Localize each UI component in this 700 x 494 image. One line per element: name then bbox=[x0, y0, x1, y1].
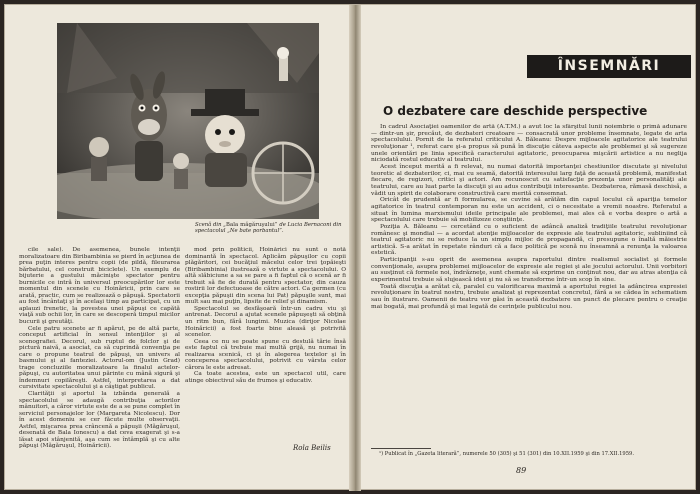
page-number: 89 bbox=[516, 466, 527, 475]
author-signature: Rola Beilis bbox=[293, 444, 331, 452]
paragraph: Toată discuţia a arătat că, paralel cu valorificarea maximă a aportului regiei la adâncirea expresiei revoluţionare în teatrul nostru, trebuie analizat şi reprezentat concretul, fără a se cădea în schematism sau în ilustrare. Oamenii de teatru vor găsi în această dezbatere un punct de plecare pentru o creaţie mai bogată, mai profundă şi mai legată de cerinţele publicului nou. bbox=[371, 283, 687, 310]
paragraph: cile sale). De asemenea, bunele intenţii moralizatoare din Biribambinia se pierd în acţiunea de prea puţin interes pentru copii (de pildă, fileurarea bărbatului, cel construit biciclete). Un exemplu de bijuterie a gustului măcinişte spectator pentru burnicile ce intră în universul preocupărilor lor este momentul din scenele cu Hoinăricii, prin care se arată, practic, cum se realizează o păpuşă. Spectatorii au fost încântaţi şi în acelaşi timp au participat, cu un aplauzi frenetic, la povestea unei păpuşi ce capătă viaţă sub ochii lor, în care se descoperă timpul micilor bucurii şi greutăţi. bbox=[19, 247, 180, 326]
left-page bbox=[13, 11, 349, 483]
photo-caption bbox=[195, 222, 345, 235]
paragraph: Spectacolul se desfăşoară într-un cadru viu şi antrenat. Decorul a ajutat scenele păpuşeşti să obţină un ritm bun, fără lungimi. Muzica (dirijor Nicolae Hoinăricii) a fost foarte bine aleasă şi potrivită scenelor. bbox=[185, 305, 346, 339]
right-page bbox=[361, 11, 691, 483]
left-column-1 bbox=[19, 247, 180, 467]
caption-rest: de Lucia Bernaconi din spectacolul „Ne bate porbantul”. bbox=[195, 222, 342, 235]
paragraph: Participanţii s-au oprit de asemenea asupra raportului dintre realismul socialist şi formele convenţionale, asupra problemei mijloacelor de expresie ale regiei şi ale jocului actorului. Unii vorbitori au susţinut că formele noi, îndrăzneţe, sunt chemate să exprime un conţinut nou, dar au atras atenţia că experimentul trebuie să slujească ideii şi nu să se transforme într-un scop în sine. bbox=[371, 257, 687, 284]
caption-prefix: Scenă din bbox=[195, 222, 222, 228]
left-column-2 bbox=[185, 247, 346, 437]
paragraph: În cadrul Asociaţiei oamenilor de artă (A.T.M.) a avut loc la sfârşitul lunii noiembrie o primă adunare — dintr-un şir, precăut, de dezbateri creatoare — consacrată unor probleme însemnate, legate de arta spectacolului. Pornit de la referatul criticului A. Băleanu: Despre mijloacele agitatorice ale teatrului revoluţionar ¹, referat care şi-a propus să pună în discuţie câteva aspecte ale problemei şi să sugereze unele orientări pe linia specifică caracterului agitatoric, preocuparea mişcării artistice a nu neglija niciodată rostul educativ al teatrului. bbox=[371, 124, 687, 164]
caption-title: „Bala măgăruşului” bbox=[223, 222, 278, 228]
paragraph: Clarităţii şi aportul la izbânda generală a spectacolului se adaugă contribuţia actorilor mânuitori, a căror virtute este de a se pune complet în serviciul personajelor lor (Margareta Nicolescu). Dor în acest domeniu se cer făcute multe observaţii. Astfel, mişcarea prea crâncenă a păpuşii (Măgăruşul, desenată de Bala Ionescu) a dat ceva exagerat şi s-a lăsat apoi stânjenită, aşa cum se întâmplă şi cu alte păpuşi (Măgăruşul, Hoinăricii). bbox=[19, 391, 180, 450]
paragraph: Acest început merită a fi relevat, nu numai datorită importanţei chestiunilor discutate şi nivelului teoretic al dezbaterilor, ci, mai cu seamă, datorită interesului larg faţă de această problemă, manifestat fiecare, de regizori, critici şi actori. Am recunoscut cu satisfacţie prezenţa unor personalităţi ale teatrului, care au luat parte la discuţii şi au adus contribuţii interesante. Dezbaterea, rămasă deschisă, a vădit un spirit de colaborare constructivă care merită consemnat. bbox=[371, 163, 687, 197]
article-heading: O dezbatere care deschide perspective bbox=[383, 104, 648, 118]
paragraph: Ceea ce nu se poate spune cu destulă tărie însă este faptul că trebuie mai multă grijă, nu numai în realizarea scenică, ci şi în alegerea textelor şi în conceperea spectacolului, potrivit cu vârsta celor cărora le este adresat. bbox=[185, 338, 346, 371]
paragraph: Ca toate acestea, este un spectacol util, care atinge obiectivul său de frumos şi educativ. bbox=[185, 371, 346, 384]
section-header: ÎNSEMNĂRI bbox=[527, 55, 691, 78]
book-gutter bbox=[349, 5, 361, 491]
paragraph: Poziţia A. Băleanu — cercetând cu o suficient de adâncă analiză tradiţiile teatrului revoluţionar românesc şi mondial — a acordat atenţie mijloacelor de expresie ale teatrului agitatoric, subliniind că teatrul agitatoric nu se reduce la un simplu mijloc de propagandă, ci presupune o înaltă măiestrie artistică. S-a arătat în repetate rânduri că a face politică pe scenă nu înseamnă a renunţa la valoarea estetică. bbox=[371, 223, 687, 257]
paragraph: mod prin politicii, Hoinărici nu sunt o notă dominantă în spectacol. Aplicăm păpuşilor cu copii plăgăritori, cei bucăţiul măcelui celor trei ţopăieşti (Biribambinia) ilustrează o virtute a spectacolului. O altă slăbiciune a sa se pare a fi faptul că o scenă ar fi trebuit să fie de durată pentru spectator, din cauza rostirii lor defectuoase de către actori. Ca germen (cu excepţia păpuşii din scena lui Pat) păpuşile sunt, mai mult sau mai puţin, lipsite de relief şi dinamism. bbox=[185, 247, 346, 306]
footnote: ¹) Publicat în „Gazeta literară”, numerele 50 (305) şi 51 (301) din 10.XII.1959 şi din 17.XII.1959. bbox=[379, 451, 634, 457]
puppet-show-photo bbox=[57, 23, 319, 219]
book-spread bbox=[4, 4, 696, 490]
paragraph: Cele patru scenete ar fi apărut, pe de altă parte, conceput artificial în sensul intenţiilor şi al scenografiei. Decorul, sub ruptul de folclor şi de pictură naivă, a asociat, ca să cuprindă convenţia pe care o propune teatrul de păpuşi, un univers al basmului şi al fanteziei. Actorul-om (Justin Grad) trage concluziile moralizatoare la finalul actelor-păpuşi, cu autoritatea unui părinte cu mână sigură şi îndemnuri copilăreşti. Astfel, interpretarea a dat cursivitate spectacolului şi a câştigat publicul. bbox=[19, 325, 180, 391]
paragraph: Oricât de prudentă ar fi formularea, se cuvine să arătăm din capul locului că apariţia temelor agitatorice în teatrul contemporan nu este un accident, ci o necesitate a vremii noastre. Referatul a situat în lumina marxismului ideile principale ale problemei, mai ales că e vorba despre o artă a spectacolului care trebuie să mobilizeze conştiinţe. bbox=[371, 197, 687, 224]
footnote-divider bbox=[371, 448, 431, 449]
right-column bbox=[371, 124, 687, 446]
